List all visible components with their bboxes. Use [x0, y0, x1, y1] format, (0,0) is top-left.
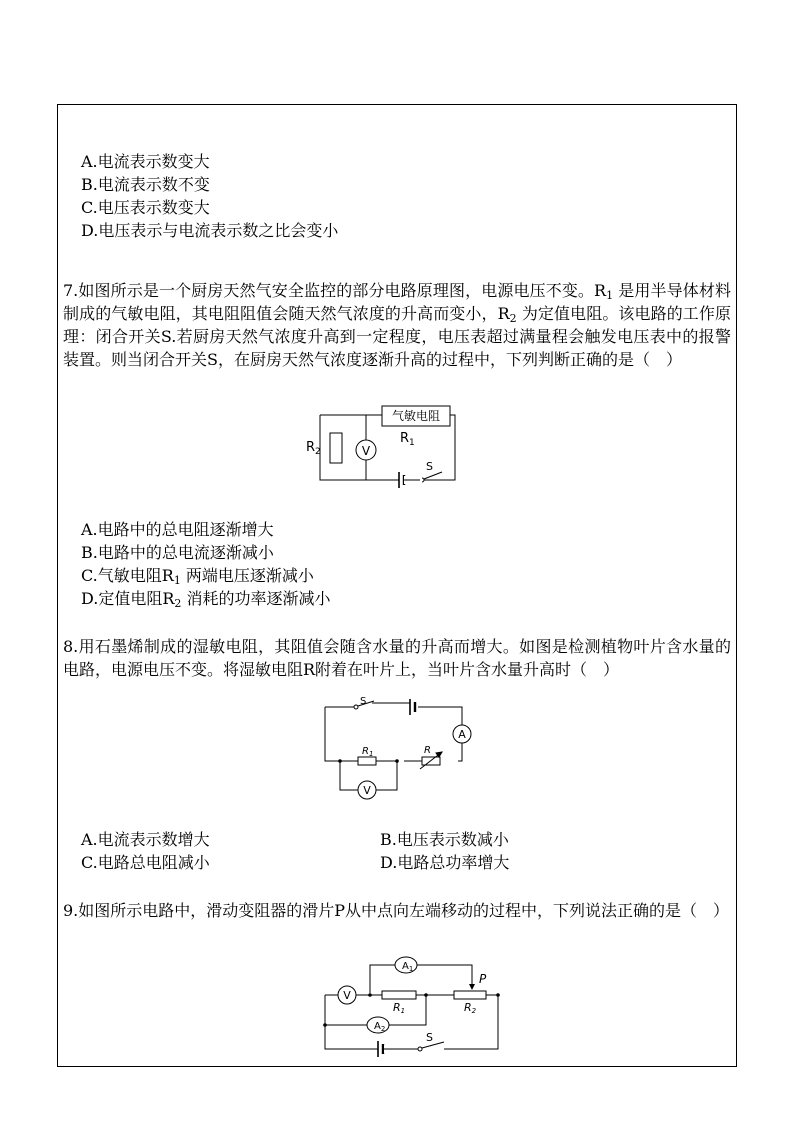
- q8-option-a: A.电流表示数增大: [81, 830, 210, 849]
- q7-r1-label: $R_1$: [400, 431, 415, 448]
- q7-switch-label: S: [426, 460, 433, 473]
- q7-sensor-label: 气敏电阻: [391, 409, 441, 423]
- q9-switch-label: S: [426, 1031, 433, 1044]
- q8-option-d: D.电路总功率增大: [380, 853, 510, 872]
- q9-voltmeter-label: V: [343, 989, 351, 1002]
- q8-r-label: R: [424, 745, 431, 756]
- q9-r2-label: R2: [464, 1001, 477, 1015]
- q6-option-b: B.电流表示数不变: [81, 175, 210, 194]
- q9-stem: 9.如图所示电路中，滑动变阻器的滑片P从中点向左端移动的过程中，下列说法正确的是（ ）: [63, 901, 730, 920]
- q7-r2-resistor: [330, 433, 342, 463]
- q9-a2-label: $A_2$: [374, 1021, 386, 1033]
- q8-circuit-diagram: [320, 695, 480, 800]
- q7-option-a: A.电路中的总电阻逐渐增大: [81, 520, 274, 539]
- q8-r1-label: $R_1$: [362, 746, 374, 758]
- q7-circuit-diagram: [300, 400, 460, 495]
- q8-ammeter-label: A: [458, 728, 466, 741]
- q8-stem: 8.用石墨烯制成的湿敏电阻，其阻值会随含水量的升高而增大。如图是检测植物叶片含水量的电路，电源电压不变。将湿敏电阻R附着在叶片上，当叶片含水量升高时（ ）: [63, 637, 731, 679]
- q7-switch: [424, 472, 442, 479]
- q8-option-b: B.电压表示数减小: [380, 830, 509, 849]
- q9-r1-label: R1: [393, 1001, 406, 1015]
- q9-slider-label: P: [479, 972, 487, 986]
- q7-voltmeter-label: V: [361, 444, 371, 458]
- q9-r2-resistor: [454, 991, 486, 999]
- q8-option-c: C.电路总电阻减小: [81, 853, 210, 872]
- q6-option-a: A.电流表示数变大: [81, 152, 210, 171]
- q8-voltmeter-label: V: [363, 784, 371, 797]
- q7-r2-label: $R_2$: [306, 440, 321, 457]
- q8-switch-label: S: [360, 696, 367, 707]
- q6-option-d: D.电压表示与电流表示数之比会变小: [81, 221, 339, 240]
- q7-option-c: C.气敏电阻$R_1$ 两端电压逐渐减小: [81, 566, 314, 587]
- q7-stem: 7.如图所示是一个厨房天然气安全监控的部分电路原理图，电源电压不变。$R_1$ 是用半导体材料制成的气敏电阻，其电阻阻值会随天然气浓度的升高而变小，$R_2$ 为定值电阻。该电路的工作原理：闭合开关S.若厨房天然气浓度升高到一定程度，电压表超过满量程会触发电压表中的报警装置。则当闭合开关S，在厨房天然气浓度逐渐升高的过程中，下列判断正确的是（ ）: [63, 281, 731, 369]
- q9-a1-label: $A_1$: [402, 961, 414, 973]
- q6-option-c: C.电压表示数变大: [81, 198, 210, 217]
- q8-r1-resistor: [358, 757, 376, 765]
- q7-option-d: D.定值电阻$R_2$ 消耗的功率逐渐减小: [81, 589, 331, 610]
- q9-circuit-diagram: [320, 955, 505, 1055]
- q7-option-b: B.电路中的总电流逐渐减小: [81, 543, 274, 562]
- q9-r1-resistor: [382, 991, 416, 999]
